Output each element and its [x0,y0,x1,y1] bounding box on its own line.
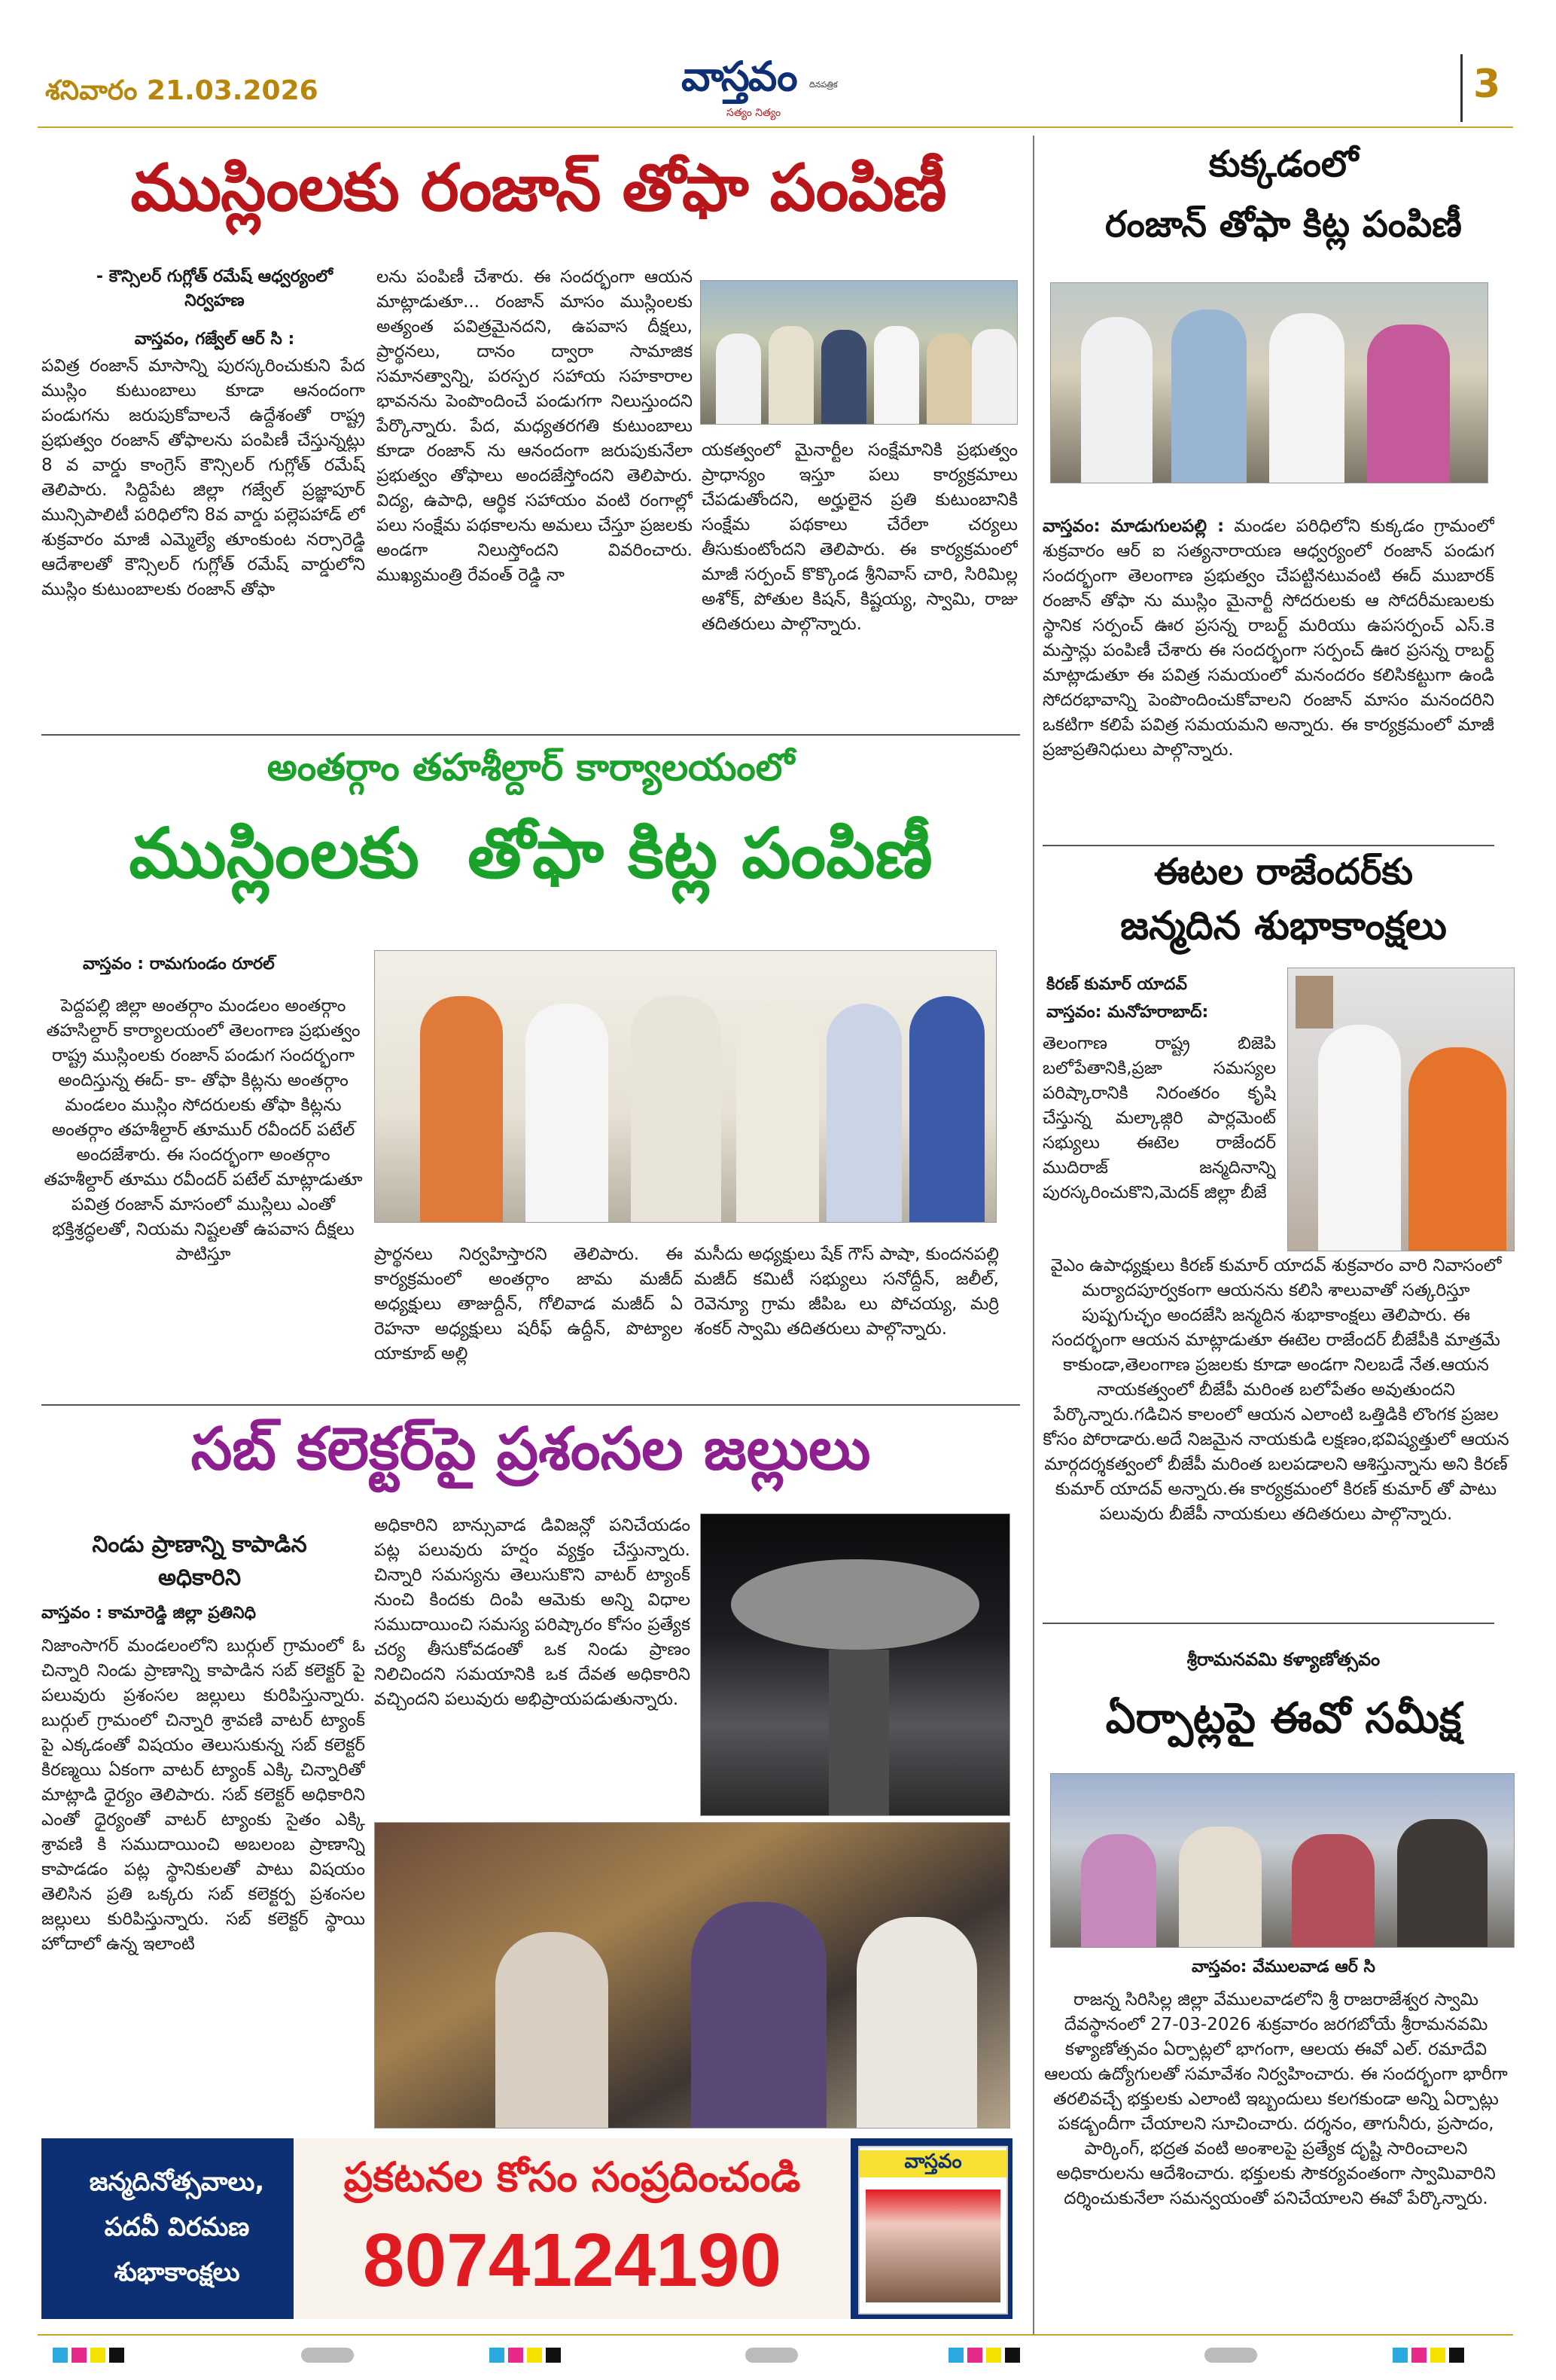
side1-headline-line1: కుక్కడంలో [1208,143,1359,185]
side2-byline: కిరణ్ కుమార్ యాదవ్ [1046,975,1188,994]
article3-subhead: నిండు ప్రాణాన్ని కాపాడిన అధికారిని [92,1531,307,1591]
ad-banner [41,2138,1012,2319]
side1-photo [1050,282,1488,483]
ad-panel [294,2138,851,2319]
article3-col1: నిజాంసాగర్ మండలంలోని బుర్గుల్ గ్రామంలో ఓ చిన్నారి నిండు ప్రాణాన్ని కాపాడిన సబ్ కలెక్టర్ పై పలువురు ప్రశంసల జల్లులు కురిపిస్తున్నారు. బుర్గుల్ గ్రామంలో చిన్నారి శ్రావణి వాటర్ ట్యాంక్ పై ఎక్కడంతో విషయం తెలుసుకున్న సబ్ కలెక్టర్ కిరణ్మయి ఏకంగా వాటర్ ట్యాంక్ ఎక్కి చిన్నారితో మాట్లాడి ధైర్యం తెలిపారు. సబ్ కలెక్టర్ అధికారిని ఎంతో ధైర్యంతో వాటర్ ట్యాంకు సైతం ఎక్కి శ్రావణి కి సముదాయించి అబలంబ ప్రాణాన్ని కాపాడడం పట్ల స్థానికులతో పాటు విషయం తెలిసిన ప్రతి ఒక్కరు సబ్ కలెక్టర్ప ప్రశంసల జల్లులు కురిపిస్తున్నారు. సబ్ కలెక్టర్ స్థాయి హోదాలో ఉన్న ఇలాంటి [41,1636,365,1954]
article1-col2: లను పంపిణీ చేశారు. ఈ సందర్భంగా ఆయన మాట్లాడుతూ... రంజాన్ మాసం ముస్లింలకు అత్యంత పవిత్రమైనదని, ఉపవాస దీక్షలు, ప్రార్థనలు, దానం ద్వారా సామాజిక సమానత్వాన్ని, పరస్పర సహాయ సహకారాల భావనను పెంపొందించే పండుగగా నిలుస్తుందని పేర్కొన్నారు. పేద, మధ్యతరగతి కుటుంబాలు కూడా రంజాన్ ను ఆనందంగా జరుపుకునేలా ప్రభుత్వం తోఫాలు అందజేస్తోందని తెలిపారు. విద్య, ఉపాధి, ఆర్థిక సహాయం వంటి రంగాల్లో పలు సంక్షేమ పథకాలను అమలు చేస్తూ ప్రజలకు అండగా నిలుస్తోందని వివరించారు. ముఖ్యమంత్రి రేవంత్ రెడ్డి నా [376,267,693,585]
article3-photo-people [374,1822,1010,2129]
article3-photo-tank [700,1513,1010,1816]
article3-col2: అధికారిని బాన్సువాడ డివిజన్లో పనిచేయడం పట్ల పలువురు హర్షం వ్యక్తం చేస్తున్నారు. చిన్నారి సమస్యను తెలుసుకొని వాటర్ ట్యాంక్ నుంచి కిందకు దింపి ఆమెకు అన్ని విధాల సముదాయించి సమస్య పరిష్కారం కోసం ప్రత్యేక చర్య తీసుకోవడంతో ఒక నిండు ప్రాణం నిలిచిందని సమయానికి ఒక దేవత అధికారిని వచ్చిందని పలువురు అభిప్రాయపడుతున్నారు. [374,1516,690,1709]
article2-col2: ప్రార్థనలు నిర్వహిస్తారని తెలిపారు. ఈ కార్యక్రమంలో అంతర్గాం జామ మజీద్ అధ్యక్షులు తాజుద్దీన్, గోలివాడ మజీద్ ఏ రెహనా అధ్యక్షులు షరీఫ్ ఉద్దీన్, పొట్యాల యాకూబ్ అల్లి [374,1245,683,1364]
ad-thumbnail-title: వాస్తవం [860,2150,1006,2177]
page-number: 3 [1473,62,1501,107]
masthead-subtitle: సత్యం నిత్యం [726,107,781,119]
side1-dateline: వాస్తవం: మాడుగులపల్లి : [1043,517,1225,536]
side2-photo [1287,968,1515,1251]
side1-body-text: మండల పరిధిలోని కుక్కడం గ్రామంలో శుక్రవారం ఆర్ ఐ సత్యనారాయణ ఆధ్వర్యంలో రంజాన్ పండుగ సందర్భంగా తెలంగాణ ప్రభుత్వం చేపట్టినటువంటి ఈద్ ముబారక్ రంజాన్ తోఫా ను ముస్లిం మైనార్టీ సోదరులకు ఆ సోదరీమణులకు స్థానిక సర్పంచ్ ఊర ప్రసన్న రాబర్ట్ మరియు ఉపసర్పంచ్ ఎస్.కె మస్తాన్లు పంపిణీ చేశారు ఈ సందర్భంగా సర్పంచ్ ఊర ప్రసన్న రాబర్ట్ మాట్లాడుతూ ఈ పవిత్ర సమయంలో మనందరం కలిసికట్టుగా ఉండి సోదరభావాన్ని పెంపొందించుకోవాలని రంజాన్ మాసం మనందరిని ఒకటిగా కలిపే పవిత్ర సమయమని అన్నారు. ఈ కార్యక్రమంలో మాజీ ప్రజాప్రతినిధులు పాల్గొన్నారు. [1043,517,1494,760]
masthead-logo [681,53,869,128]
side3-kicker: శ్రీరామనవమి కళ్యాణోత్సవం [1186,1649,1381,1670]
registration-marks [0,2348,1556,2370]
side3-dateline: వాస్తవం: వేములవాడ ఆర్ సి [1192,1958,1375,1976]
article2-headline: ముస్లింలకు తోఫా కిట్ల పంపిణీ [129,813,933,894]
article3-headline: సబ్ కలెక్టర్‌పై ప్రశంసల జల్లులు [190,1416,871,1483]
article3-dateline: వాస్తవం : కామారెడ్డి జిల్లా ప్రతినిధి [41,1604,257,1623]
article1-byline: - కౌన్సిలర్ గుగ్లోత్ రమేష్ ఆధ్వర్యంలో నిర్వహణ [96,267,333,310]
masthead-title: వాస్తవం [681,53,796,100]
side3-body: రాజన్న సిరిసిల్ల జిల్లా వేములవాడలోని శ్రీ రాజరాజేశ్వర స్వామి దేవస్థానంలో 27-03-2026 శుక్రవారం జరగబోయే శ్రీరామనవమి కళ్యాణోత్సవం ఏర్పాట్లలో భాగంగా, ఆలయ ఈవో ఎల్. రమాదేవి ఆలయ ఉద్యోగులతో సమావేశం నిర్వహించారు. ఈ సందర్భంగా భారీగా తరలివచ్చే భక్తులకు ఎలాంటి ఇబ్బందులు కలగకుండా అన్ని ఏర్పాట్లు పకడ్బందీగా చేయాలని సూచించారు. దర్శనం, తాగునీరు, ప్రసాదం, పార్కింగ్, భద్రత వంటి అంశాలపై ప్రత్యేక దృష్టి సారించాలని అధికారులను ఆదేశించారు. భక్తులకు సౌకర్యవంతంగా స్వామివారిని దర్శించుకునేలా సమన్వయంతో పనిచేయాలని ఈవో పేర్కొన్నారు. [1044,1990,1508,2208]
article1-headline: ముస్లింలకు రంజాన్ తోఫా పంపిణీ [130,151,946,226]
side3-headline: ఏర్పాట్లపై ఈవో సమీక్ష [1105,1694,1462,1743]
ad-headline: ప్రకటనల కోసం సంప్రదించండి [343,2153,801,2201]
article2-photo [374,950,997,1223]
article1-photo [700,280,1018,425]
masthead-tag: దినపత్రిక [809,80,838,90]
article1-col1: పవిత్ర రంజాన్ మాసాన్ని పురస్కరించుకుని పేద ముస్లిం కుటుంబాలు కూడా ఆనందంగా పండుగను జరుపుకోవాలనే ఉద్దేశంతో రాష్ట్ర ప్రభుత్వం రంజాన్ తోఫాలను పంపిణీ చేస్తున్నట్లు 8 వ వార్డు కాంగ్రెస్ కౌన్సిలర్ గుగ్లోత్ రమేష్ తెలిపారు. సిద్దిపేట జిల్లా గజ్వేల్ ప్రజ్ఞాపూర్ మున్సిపాలిటీ పరిధిలోని 8వ వార్డు పల్లెపహాడ్ లో శుక్రవారం మాజీ ఎమ్మెల్యే తూంకుంట నర్సారెడ్డి ఆదేశాలతో కౌన్సిలర్ గుగ్లోత్ రమేష్ వార్డులోని ముస్లిం కుటుంబాలకు రంజాన్ తోఫా [41,356,365,599]
article1-dateline: వాస్తవం, గజ్వేల్ ఆర్ సి : [134,330,295,349]
article2-col3: మసీదు అధ్యక్షులు షేక్ గౌస్ పాషా, కుందనపల్లి మజీద్ కమిటీ సభ్యులు సనోద్దీన్, జలీల్, రెవెన్యూ గ్రామ జీపిఒ లు పోచయ్య, మర్రి శంకర్ స్వామి తదితరులు పాల్గొన్నారు. [694,1245,999,1339]
side1-body [1043,489,1494,843]
ad-thumbnail [858,2146,1008,2314]
article2-dateline: వాస్తవం : రామగుండం రూరల్ [83,955,275,974]
article2-kicker: అంతర్గాం తహశీల్దార్ కార్యాలయంలో [266,745,795,789]
side2-body-narrow: తెలంగాణ రాష్ట్ర బిజెపి బలోపేతానికి,ప్రజా సమస్యల పరిష్కారానికి నిరంతరం కృషి చేస్తున్న మల్కాజ్గిరి పార్లమెంట్ సభ్యులు ఈటెల రాజేందర్ ముదిరాజ్ జన్మదినాన్ని పురస్కరించుకొని,మెదక్ జిల్లా బీజే [1043,1034,1276,1202]
side2-headline-line1: ఈటల రాజేందర్‌కు [1154,851,1413,893]
side2-dateline: వాస్తవం: మనోహరాబాద్: [1046,1003,1209,1022]
article2-col1: పెద్దపల్లి జిల్లా అంతర్గాం మండలం అంతర్గాం తహసిల్దార్ కార్యాలయంలో తెలంగాణ ప్రభుత్వం రాష్ట్ర ముస్లింలకు రంజాన్ పండుగ సందర్భంగా అందిస్తున్న ఈద్‌- కా- తోఫా కిట్లను అంతర్గాం మండలం ముస్లిం సోదరులకు తోఫా కిట్లను అంతర్గాం తహశీల్దార్ తూముర్ రవీందర్ పటేల్ అందజేశారు. ఈ సందర్భంగా అంతర్గాం తహశీల్దార్ తూము రవీందర్ పటేల్ మాట్లాడుతూ పవిత్ర రంజాన్ మాసంలో ముస్లిలు ఎంతో భక్తిశ్రద్ధలతో, నియమ నిష్టలతో ఉపవాస దీక్షలు పాటిస్తూ [44,996,363,1264]
header-date: శనివారం 21.03.2026 [45,75,318,106]
side2-headline-line2: జన్మదిన శుభాకాంక్షలు [1120,904,1447,949]
side3-photo [1050,1773,1515,1948]
side1-headline-line2: రంజాన్ తోఫా కిట్ల పంపిణీ [1105,203,1462,245]
ad-left-line-3: శుభాకాంక్షలు [114,2257,240,2287]
ad-left-line-1: జన్మదినోత్సవాలు, [89,2167,265,2197]
ad-phone: 8074124190 [362,2218,782,2302]
article1-col3: యకత్వంలో మైనార్టీల సంక్షేమానికి ప్రభుత్వం ప్రాధాన్యం ఇస్తూ పలు కార్యక్రమాలు చేపడుతోందని, అర్హులైన ప్రతి కుటుంబానికి సంక్షేమ పథకాలు చేరేలా చర్యలు తీసుకుంటోందని తెలిపారు. ఈ కార్యక్రమంలో మాజీ సర్పంచ్ కొక్కొండ శ్రీనివాస్ చారి, సిరిమిల్ల అశోక్, పోతుల కిషన్, కిష్టయ్య, స్వామి, రాజు తదితరులు పాల్గొన్నారు. [702,440,1018,634]
side2-body-wide: వైఎం ఉపాధ్యక్షులు కిరణ్ కుమార్ యాదవ్ శుక్రవారం వారి నివాసంలో మర్యాదపూర్వకంగా ఆయనను కలిసి శాలువాతో సత్కరిస్తూ పుష్పగుచ్ఛం అందజేసి జన్మదిన శుభాకాంక్షలు తెలిపారు. ఈ సందర్భంగా ఆయన మాట్లాడుతూ ఈటెల రాజేందర్ బీజేపీకి మాత్రమే కాకుండా,తెలంగాణ ప్రజలకు కూడా అండగా నిలబడే నేత.ఆయన నాయకత్వంలో బీజేపీ మరింత బలోపేతం అవుతుందని పేర్కొన్నారు.గడిచిన కాలంలో ఆయన ఎలాంటి ఒత్తిడికి లొంగక ప్రజల కోసం పోరాడారు.అదే నిజమైన నాయకుడి లక్షణం,భవిష్యత్తులో ఆయన మార్గదర్శకత్వంలో బీజేపీ మరింత బలపడాలని ఆశిస్తున్నాను అని కిరణ్ కుమార్ యాదవ్ అన్నారు.ఈ కార్యక్రమంలో కిరణ్ కుమార్ తో పాటు పలువురు బీజేపీ నాయకులు తదితరులు పాల్గొన్నారు. [1043,1256,1509,1524]
ad-left-line-2: పదవీ విరమణ [104,2212,250,2242]
